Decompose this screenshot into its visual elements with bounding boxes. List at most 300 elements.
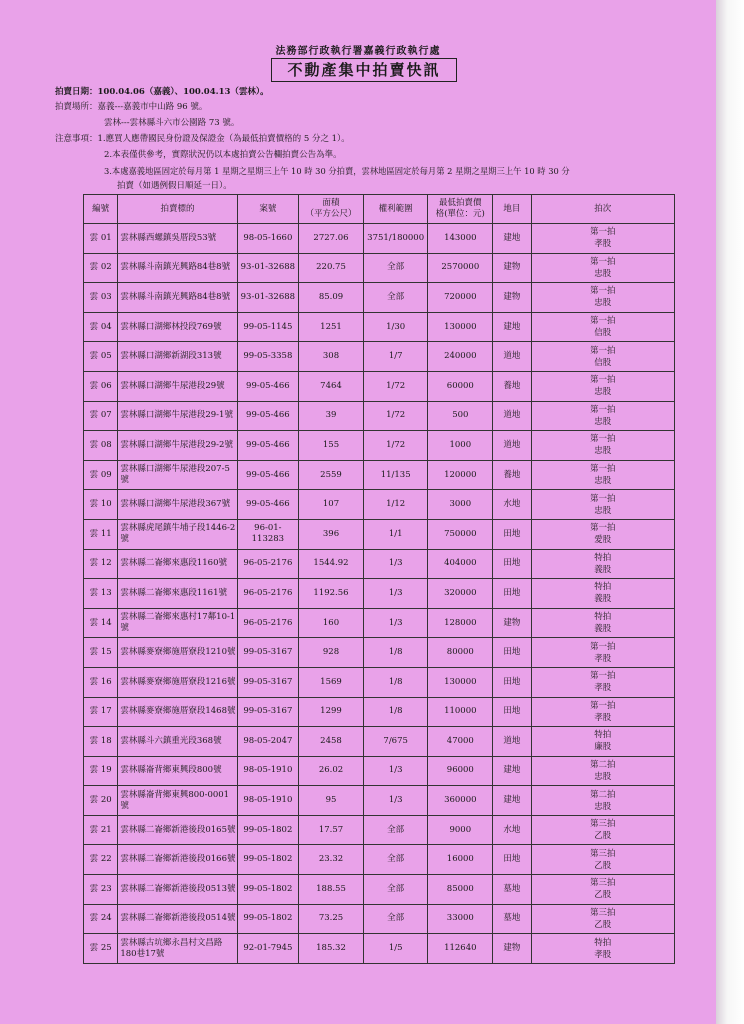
- cell-land: 建物: [493, 283, 531, 313]
- cell-land: 建地: [493, 224, 531, 254]
- cell-id: 雲 10: [84, 490, 118, 520]
- cell-name: 雲林縣口湖鄉牛尿港段29-1號: [118, 401, 237, 431]
- cell-area: 396: [299, 519, 364, 549]
- cell-round: [531, 253, 674, 283]
- cell-land: 田地: [493, 697, 531, 727]
- cell-round: [531, 401, 674, 431]
- cell-price: 47000: [428, 727, 493, 757]
- cell-name: 雲林縣麥寮鄉施厝寮段1210號: [118, 638, 237, 668]
- cell-area: 1299: [299, 697, 364, 727]
- round-stage: 特拍: [594, 730, 612, 741]
- cell-land: 道地: [493, 727, 531, 757]
- round-division: 忠股: [594, 268, 612, 279]
- cell-rights: 3751/180000: [363, 224, 428, 254]
- round-division: 乙股: [594, 919, 612, 930]
- cell-case: 96-05-2176: [237, 579, 299, 609]
- cell-name: 雲林縣二崙鄉新港後段0514號: [118, 904, 237, 934]
- round-division: 孝股: [594, 683, 612, 694]
- cell-rights: 全部: [363, 845, 428, 875]
- cell-name: 雲林縣二崙鄉來惠段1161號: [118, 579, 237, 609]
- cell-area: 155: [299, 431, 364, 461]
- cell-price: 110000: [428, 697, 493, 727]
- table-row: [84, 253, 675, 283]
- cell-round: [531, 312, 674, 342]
- round-stage: 第一拍: [590, 464, 616, 475]
- round-stage: 第一拍: [590, 671, 616, 682]
- cell-case: 99-05-1802: [237, 815, 299, 845]
- cell-rights: 全部: [363, 875, 428, 905]
- cell-area: 2727.06: [299, 224, 364, 254]
- cell-name: 雲林縣斗六鎮重光段368號: [118, 727, 237, 757]
- cell-price: 33000: [428, 904, 493, 934]
- round-stage: 特拍: [594, 612, 612, 623]
- cell-id: 雲 02: [84, 253, 118, 283]
- cell-case: 96-01-113283: [237, 519, 299, 549]
- header-case: 案號: [237, 195, 299, 224]
- cell-price: 750000: [428, 519, 493, 549]
- header-area: 面積 （平方公尺）: [299, 195, 364, 224]
- cell-land: 養地: [493, 371, 531, 401]
- cell-price: 3000: [428, 490, 493, 520]
- table-row: [84, 638, 675, 668]
- cell-id: 雲 13: [84, 579, 118, 609]
- cell-land: 道地: [493, 431, 531, 461]
- cell-price: 2570000: [428, 253, 493, 283]
- cell-land: 建地: [493, 312, 531, 342]
- cell-area: 1544.92: [299, 549, 364, 579]
- cell-round: [531, 519, 674, 549]
- round-division: 孝股: [594, 712, 612, 723]
- cell-area: 23.32: [299, 845, 364, 875]
- cell-area: 185.32: [299, 934, 364, 964]
- cell-price: 500: [428, 401, 493, 431]
- cell-rights: 1/72: [363, 371, 428, 401]
- table-row: [84, 697, 675, 727]
- cell-round: [531, 283, 674, 313]
- cell-rights: 全部: [363, 815, 428, 845]
- round-stage: 特拍: [594, 552, 612, 563]
- cell-round: [531, 786, 674, 816]
- round-stage: 第二拍: [590, 759, 616, 770]
- cell-rights: 1/8: [363, 697, 428, 727]
- round-stage: 第三拍: [590, 848, 616, 859]
- cell-id: 雲 19: [84, 756, 118, 786]
- cell-area: 160: [299, 608, 364, 638]
- table-row: [84, 815, 675, 845]
- cell-round: [531, 608, 674, 638]
- table-row: [84, 371, 675, 401]
- cell-round: [531, 845, 674, 875]
- cell-land: 建物: [493, 608, 531, 638]
- round-division: 義股: [594, 564, 612, 575]
- cell-land: 田地: [493, 667, 531, 697]
- venue-chiayi: 嘉義---嘉義市中山路 96 號。: [97, 102, 208, 112]
- table-row: [84, 519, 675, 549]
- table-row: [84, 224, 675, 254]
- cell-price: 360000: [428, 786, 493, 816]
- cell-price: 120000: [428, 460, 493, 490]
- round-division: 乙股: [594, 890, 612, 901]
- cell-price: 9000: [428, 815, 493, 845]
- round-stage: 第一拍: [590, 256, 616, 267]
- round-division: 孝股: [594, 653, 612, 664]
- cell-round: [531, 490, 674, 520]
- cell-id: 雲 14: [84, 608, 118, 638]
- header-rights: 權利範圍: [363, 195, 428, 224]
- cell-area: 308: [299, 342, 364, 372]
- cell-name: 雲林縣口湖鄉新湖段313號: [118, 342, 237, 372]
- cell-id: 雲 04: [84, 312, 118, 342]
- cell-id: 雲 22: [84, 845, 118, 875]
- cell-price: 85000: [428, 875, 493, 905]
- cell-case: 99-05-3167: [237, 638, 299, 668]
- cell-case: 99-05-466: [237, 401, 299, 431]
- cell-rights: 1/3: [363, 549, 428, 579]
- cell-round: [531, 431, 674, 461]
- cell-land: 墓地: [493, 904, 531, 934]
- cell-price: 130000: [428, 312, 493, 342]
- cell-case: 98-05-1910: [237, 786, 299, 816]
- cell-rights: 全部: [363, 283, 428, 313]
- table-row: [84, 904, 675, 934]
- cell-case: 98-05-2047: [237, 727, 299, 757]
- cell-name: 雲林縣二崙鄉新港後段0166號: [118, 845, 237, 875]
- cell-rights: 1/3: [363, 786, 428, 816]
- cell-id: 雲 03: [84, 283, 118, 313]
- cell-price: 143000: [428, 224, 493, 254]
- cell-id: 雲 17: [84, 697, 118, 727]
- cell-land: 建地: [493, 756, 531, 786]
- cell-area: 73.25: [299, 904, 364, 934]
- round-division: 義股: [594, 624, 612, 635]
- cell-land: 田地: [493, 519, 531, 549]
- cell-land: 田地: [493, 579, 531, 609]
- cell-case: 99-05-3358: [237, 342, 299, 372]
- cell-case: 98-05-1910: [237, 756, 299, 786]
- cell-id: 雲 18: [84, 727, 118, 757]
- round-division: 信股: [594, 328, 612, 339]
- cell-rights: 1/3: [363, 608, 428, 638]
- header-price: 最低拍賣價 格(單位：元): [428, 195, 493, 224]
- cell-rights: 1/12: [363, 490, 428, 520]
- round-division: 忠股: [594, 476, 612, 487]
- round-stage: 第一拍: [590, 227, 616, 238]
- cell-round: [531, 697, 674, 727]
- round-division: 忠股: [594, 416, 612, 427]
- cell-case: 99-05-1802: [237, 845, 299, 875]
- cell-price: 60000: [428, 371, 493, 401]
- round-division: 孝股: [594, 239, 612, 250]
- cell-case: 93-01-32688: [237, 253, 299, 283]
- cell-round: [531, 638, 674, 668]
- cell-name: 雲林縣崙背鄉東興800-0001號: [118, 786, 237, 816]
- cell-id: 雲 12: [84, 549, 118, 579]
- cell-name: 雲林縣二崙鄉新港後段0513號: [118, 875, 237, 905]
- cell-area: 26.02: [299, 756, 364, 786]
- round-stage: 第一拍: [590, 700, 616, 711]
- auction-venue: [55, 101, 207, 113]
- cell-land: 道地: [493, 342, 531, 372]
- cell-land: 墓地: [493, 875, 531, 905]
- cell-area: 7464: [299, 371, 364, 401]
- table-row: [84, 342, 675, 372]
- cell-case: 99-05-3167: [237, 697, 299, 727]
- auction-table: [83, 194, 675, 964]
- round-division: 信股: [594, 357, 612, 368]
- cell-round: [531, 371, 674, 401]
- header-id: 編號: [84, 195, 118, 224]
- round-stage: 第一拍: [590, 641, 616, 652]
- cell-area: 95: [299, 786, 364, 816]
- cell-price: 128000: [428, 608, 493, 638]
- cell-round: [531, 224, 674, 254]
- round-division: 孝股: [594, 949, 612, 960]
- cell-id: 雲 09: [84, 460, 118, 490]
- cell-land: 田地: [493, 549, 531, 579]
- cell-round: [531, 549, 674, 579]
- cell-case: 92-01-7945: [237, 934, 299, 964]
- cell-rights: 全部: [363, 253, 428, 283]
- cell-land: 建物: [493, 934, 531, 964]
- cell-rights: 1/8: [363, 638, 428, 668]
- cell-id: 雲 20: [84, 786, 118, 816]
- cell-area: 85.09: [299, 283, 364, 313]
- header-round: 拍次: [531, 195, 674, 224]
- round-division: 乙股: [594, 831, 612, 842]
- cell-name: 雲林縣口湖鄉牛尿港段367號: [118, 490, 237, 520]
- cell-case: 99-05-466: [237, 371, 299, 401]
- dates-label: 拍賣日期：: [55, 87, 98, 97]
- round-stage: 第一拍: [590, 404, 616, 415]
- cell-id: 雲 08: [84, 431, 118, 461]
- page-title: 不動產集中拍賣快訊: [271, 58, 457, 82]
- table-row: [84, 756, 675, 786]
- cell-case: 99-05-1802: [237, 904, 299, 934]
- cell-price: 240000: [428, 342, 493, 372]
- header-land: 地目: [493, 195, 531, 224]
- cell-rights: 1/7: [363, 342, 428, 372]
- round-stage: 第三拍: [590, 907, 616, 918]
- cell-case: 99-05-3167: [237, 667, 299, 697]
- table-row: [84, 727, 675, 757]
- cell-rights: 1/5: [363, 934, 428, 964]
- cell-round: [531, 875, 674, 905]
- table-row: [84, 786, 675, 816]
- cell-land: 道地: [493, 401, 531, 431]
- cell-name: 雲林縣二崙鄉來惠村17鄰10-1號: [118, 608, 237, 638]
- cell-case: 96-05-2176: [237, 549, 299, 579]
- note-2: 2.本表僅供參考，實際狀況仍以本處拍賣公告欄拍賣公告為準。: [104, 150, 342, 160]
- cell-id: 雲 15: [84, 638, 118, 668]
- cell-area: 188.55: [299, 875, 364, 905]
- cell-case: 96-05-2176: [237, 608, 299, 638]
- round-division: 忠股: [594, 801, 612, 812]
- cell-area: 2559: [299, 460, 364, 490]
- cell-id: 雲 23: [84, 875, 118, 905]
- cell-area: 1192.56: [299, 579, 364, 609]
- cell-rights: 1/8: [363, 667, 428, 697]
- note-3-cont: 拍賣（如遇例假日順延一日）。: [117, 181, 232, 191]
- cell-id: 雲 16: [84, 667, 118, 697]
- cell-rights: 1/3: [363, 579, 428, 609]
- table-row: [84, 490, 675, 520]
- cell-area: 928: [299, 638, 364, 668]
- cell-land: 水地: [493, 490, 531, 520]
- cell-name: 雲林縣麥寮鄉施厝寮段1216號: [118, 667, 237, 697]
- cell-rights: 1/1: [363, 519, 428, 549]
- cell-name: 雲林縣二崙鄉新港後段0165號: [118, 815, 237, 845]
- cell-id: 雲 25: [84, 934, 118, 964]
- cell-case: 99-05-466: [237, 431, 299, 461]
- cell-id: 雲 05: [84, 342, 118, 372]
- round-stage: 第一拍: [590, 523, 616, 534]
- note-3: 3.本處嘉義地區固定於每月第 1 星期之星期三上午 10 時 30 分拍賣，雲林地區固定於每月第 2 星期之星期三上午 10 時 30 分: [104, 166, 570, 176]
- cell-price: 80000: [428, 638, 493, 668]
- cell-id: 雲 11: [84, 519, 118, 549]
- round-stage: 第一拍: [590, 434, 616, 445]
- notes-label: 注意事項：: [55, 134, 98, 144]
- cell-name: 雲林縣虎尾鎮牛埔子段1446-2號: [118, 519, 237, 549]
- table-row: [84, 549, 675, 579]
- cell-name: 雲林縣口湖鄉林投段769號: [118, 312, 237, 342]
- cell-id: 雲 21: [84, 815, 118, 845]
- cell-name: 雲林縣古坑鄉永昌村文昌路180巷17號: [118, 934, 237, 964]
- round-stage: 特拍: [594, 937, 612, 948]
- cell-id: 雲 24: [84, 904, 118, 934]
- round-division: 愛股: [594, 535, 612, 546]
- cell-round: [531, 460, 674, 490]
- cell-area: 1569: [299, 667, 364, 697]
- table-row: [84, 431, 675, 461]
- cell-id: 雲 01: [84, 224, 118, 254]
- round-division: 廉股: [594, 742, 612, 753]
- cell-name: 雲林縣口湖鄉牛尿港段29號: [118, 371, 237, 401]
- cell-round: [531, 756, 674, 786]
- cell-name: 雲林縣口湖鄉牛尿港段29-2號: [118, 431, 237, 461]
- table-row: [84, 934, 675, 964]
- cell-rights: 全部: [363, 904, 428, 934]
- cell-area: 220.75: [299, 253, 364, 283]
- auction-dates: [55, 86, 269, 98]
- round-stage: 第一拍: [590, 375, 616, 386]
- cell-price: 130000: [428, 667, 493, 697]
- cell-land: 水地: [493, 815, 531, 845]
- cell-id: 雲 07: [84, 401, 118, 431]
- round-division: 忠股: [594, 387, 612, 398]
- cell-land: 田地: [493, 845, 531, 875]
- table-row: [84, 875, 675, 905]
- note-1: 1.應買人應帶國民身份證及保證金（為最低拍賣價格的 5 分之 1）。: [97, 134, 350, 144]
- round-stage: 特拍: [594, 582, 612, 593]
- table-row: [84, 845, 675, 875]
- cell-round: [531, 727, 674, 757]
- cell-land: 養地: [493, 460, 531, 490]
- cell-round: [531, 342, 674, 372]
- cell-land: 建地: [493, 786, 531, 816]
- cell-rights: 7/675: [363, 727, 428, 757]
- round-stage: 第一拍: [590, 286, 616, 297]
- cell-name: 雲林縣口湖鄉牛尿港段207-5號: [118, 460, 237, 490]
- cell-name: 雲林縣西螺鎮吳厝段53號: [118, 224, 237, 254]
- cell-case: 98-05-1660: [237, 224, 299, 254]
- cell-price: 16000: [428, 845, 493, 875]
- cell-price: 720000: [428, 283, 493, 313]
- round-division: 忠股: [594, 298, 612, 309]
- round-stage: 第一拍: [590, 345, 616, 356]
- cell-price: 112640: [428, 934, 493, 964]
- cell-area: 39: [299, 401, 364, 431]
- scan-edge: [716, 0, 744, 1024]
- table-row: [84, 312, 675, 342]
- table-row: [84, 283, 675, 313]
- round-division: 忠股: [594, 446, 612, 457]
- table-row: [84, 667, 675, 697]
- agency-name: 法務部行政執行署嘉義行政執行處: [275, 46, 441, 57]
- cell-rights: 1/30: [363, 312, 428, 342]
- cell-land: 建物: [493, 253, 531, 283]
- cell-area: 17.57: [299, 815, 364, 845]
- table-row: [84, 460, 675, 490]
- table-row: [84, 401, 675, 431]
- dates-value: 100.04.06（嘉義）、100.04.13（雲林）。: [97, 87, 269, 97]
- venue-yunlin: 雲林---雲林縣斗六市公園路 73 號。: [104, 118, 240, 128]
- cell-id: 雲 06: [84, 371, 118, 401]
- cell-area: 2458: [299, 727, 364, 757]
- cell-rights: 1/72: [363, 431, 428, 461]
- notes-line-1: [55, 133, 350, 145]
- cell-name: 雲林縣二崙鄉來惠段1160號: [118, 549, 237, 579]
- round-division: 忠股: [594, 505, 612, 516]
- round-stage: 第一拍: [590, 316, 616, 327]
- round-stage: 第三拍: [590, 878, 616, 889]
- cell-name: 雲林縣麥寮鄉施厝寮段1468號: [118, 697, 237, 727]
- round-division: 忠股: [594, 771, 612, 782]
- cell-case: 99-05-466: [237, 460, 299, 490]
- round-stage: 第二拍: [590, 789, 616, 800]
- cell-area: 107: [299, 490, 364, 520]
- cell-rights: 1/3: [363, 756, 428, 786]
- cell-land: 田地: [493, 638, 531, 668]
- round-division: 乙股: [594, 860, 612, 871]
- cell-case: 99-05-1145: [237, 312, 299, 342]
- cell-round: [531, 904, 674, 934]
- cell-price: 404000: [428, 549, 493, 579]
- cell-area: 1251: [299, 312, 364, 342]
- table-row: [84, 608, 675, 638]
- venue-label: 拍賣場所：: [55, 102, 98, 112]
- table-row: [84, 579, 675, 609]
- round-stage: 第三拍: [590, 819, 616, 830]
- cell-case: 93-01-32688: [237, 283, 299, 313]
- cell-round: [531, 579, 674, 609]
- cell-price: 320000: [428, 579, 493, 609]
- cell-name: 雲林縣崙背鄉東興段800號: [118, 756, 237, 786]
- header-name: 拍賣標的: [118, 195, 237, 224]
- cell-case: 99-05-1802: [237, 875, 299, 905]
- cell-name: 雲林縣斗南鎮光興路84巷8號: [118, 253, 237, 283]
- cell-case: 99-05-466: [237, 490, 299, 520]
- cell-round: [531, 667, 674, 697]
- cell-round: [531, 815, 674, 845]
- cell-round: [531, 934, 674, 964]
- cell-rights: 11/135: [363, 460, 428, 490]
- cell-name: 雲林縣斗南鎮光興路84巷8號: [118, 283, 237, 313]
- round-stage: 第一拍: [590, 493, 616, 504]
- cell-price: 1000: [428, 431, 493, 461]
- round-division: 義股: [594, 594, 612, 605]
- table-header-row: [84, 195, 675, 224]
- cell-rights: 1/72: [363, 401, 428, 431]
